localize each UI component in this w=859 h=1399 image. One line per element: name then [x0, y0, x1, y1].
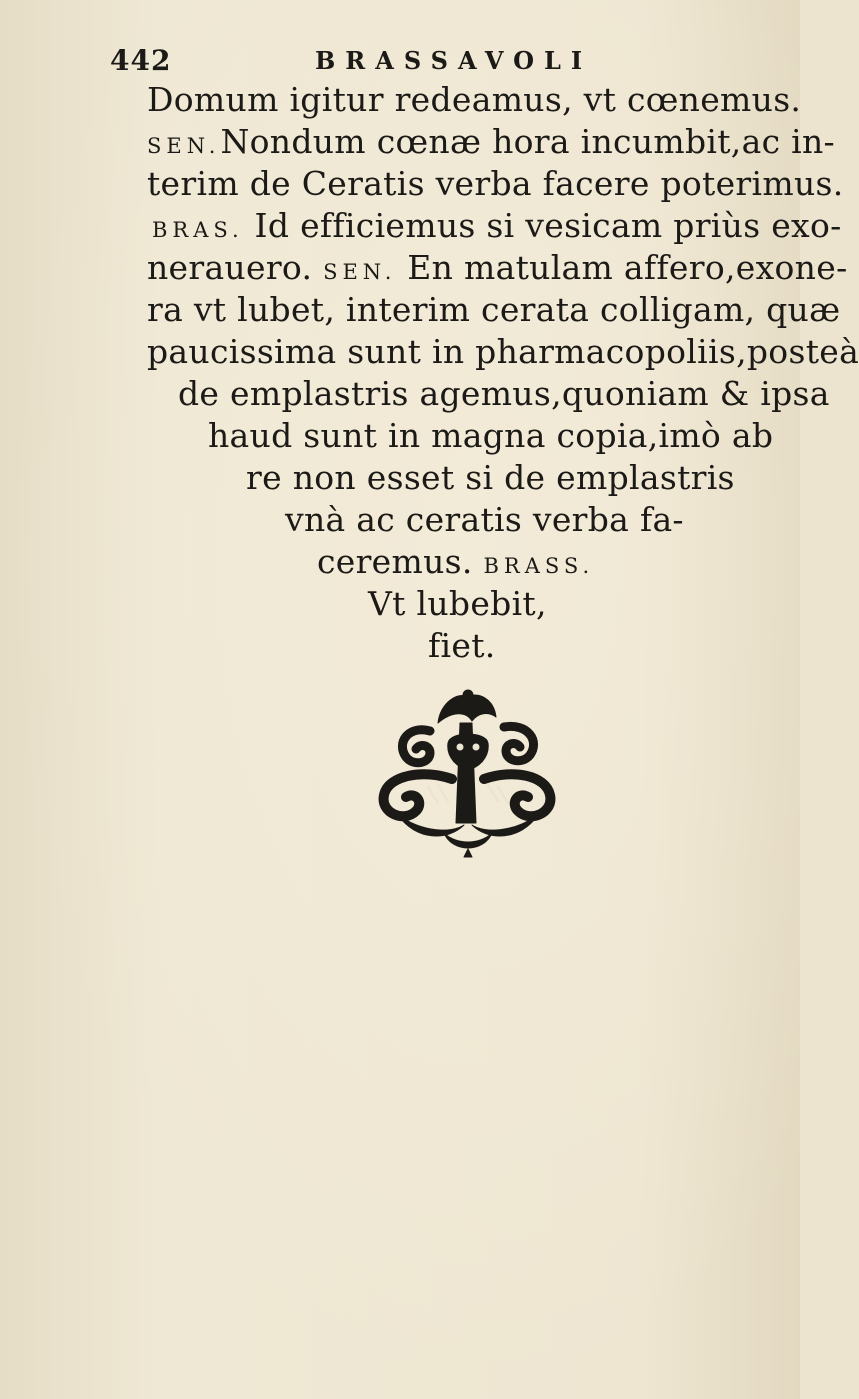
- text-line: [246, 458, 735, 498]
- text-line: [147, 290, 840, 330]
- fleuron-ornament-icon: [368, 683, 558, 858]
- text-segment: haud sunt in magna copia,imò ab: [208, 416, 774, 455]
- text-line: [147, 80, 801, 120]
- running-head-title: BRASSAVOLI: [315, 46, 593, 75]
- running-head: [110, 44, 670, 84]
- text-line: [147, 164, 844, 204]
- text-segment: Domum igitur redeamus, vt cœnemus.: [147, 80, 802, 119]
- text-line: [152, 206, 842, 250]
- text-line: [285, 500, 684, 540]
- text-segment: de emplastris agemus,quoniam & ipsa: [178, 374, 830, 413]
- text-segment: Nondum cœnæ hora incumbit,ac in-: [220, 122, 835, 161]
- text-segment: vnà ac ceratis verba fa-: [285, 500, 684, 539]
- text-segment: nerauero.: [147, 248, 324, 287]
- speaker-label: SEN.: [323, 260, 397, 284]
- text-segment: En matulam affero,exone-: [396, 248, 848, 287]
- text-line: [147, 248, 848, 292]
- speaker-label: BRASS.: [483, 554, 595, 578]
- text-line: [428, 626, 496, 666]
- text-segment: terim de Ceratis verba facere poterimus.: [147, 164, 844, 203]
- text-line: [147, 122, 835, 166]
- speaker-label: SEN.: [147, 134, 221, 158]
- text-line: [208, 416, 773, 456]
- text-line: [147, 332, 859, 372]
- text-line: [178, 374, 830, 414]
- text-segment: re non esset si de emplastris: [246, 458, 735, 497]
- text-segment: fiet.: [428, 626, 496, 665]
- text-segment: paucissima sunt in pharmacopoliis,posteà: [147, 332, 859, 371]
- text-segment: ceremus.: [317, 542, 484, 581]
- text-segment: ra vt lubet, interim cerata colligam, quæ: [147, 290, 841, 329]
- text-segment: Id efficiemus si vesicam priùs exo-: [243, 206, 842, 245]
- text-segment: Vt lubebit,: [368, 584, 547, 623]
- page-number: 442: [110, 44, 172, 77]
- text-line: [368, 584, 547, 624]
- text-line: [317, 542, 594, 586]
- speaker-label: BRAS.: [152, 218, 244, 242]
